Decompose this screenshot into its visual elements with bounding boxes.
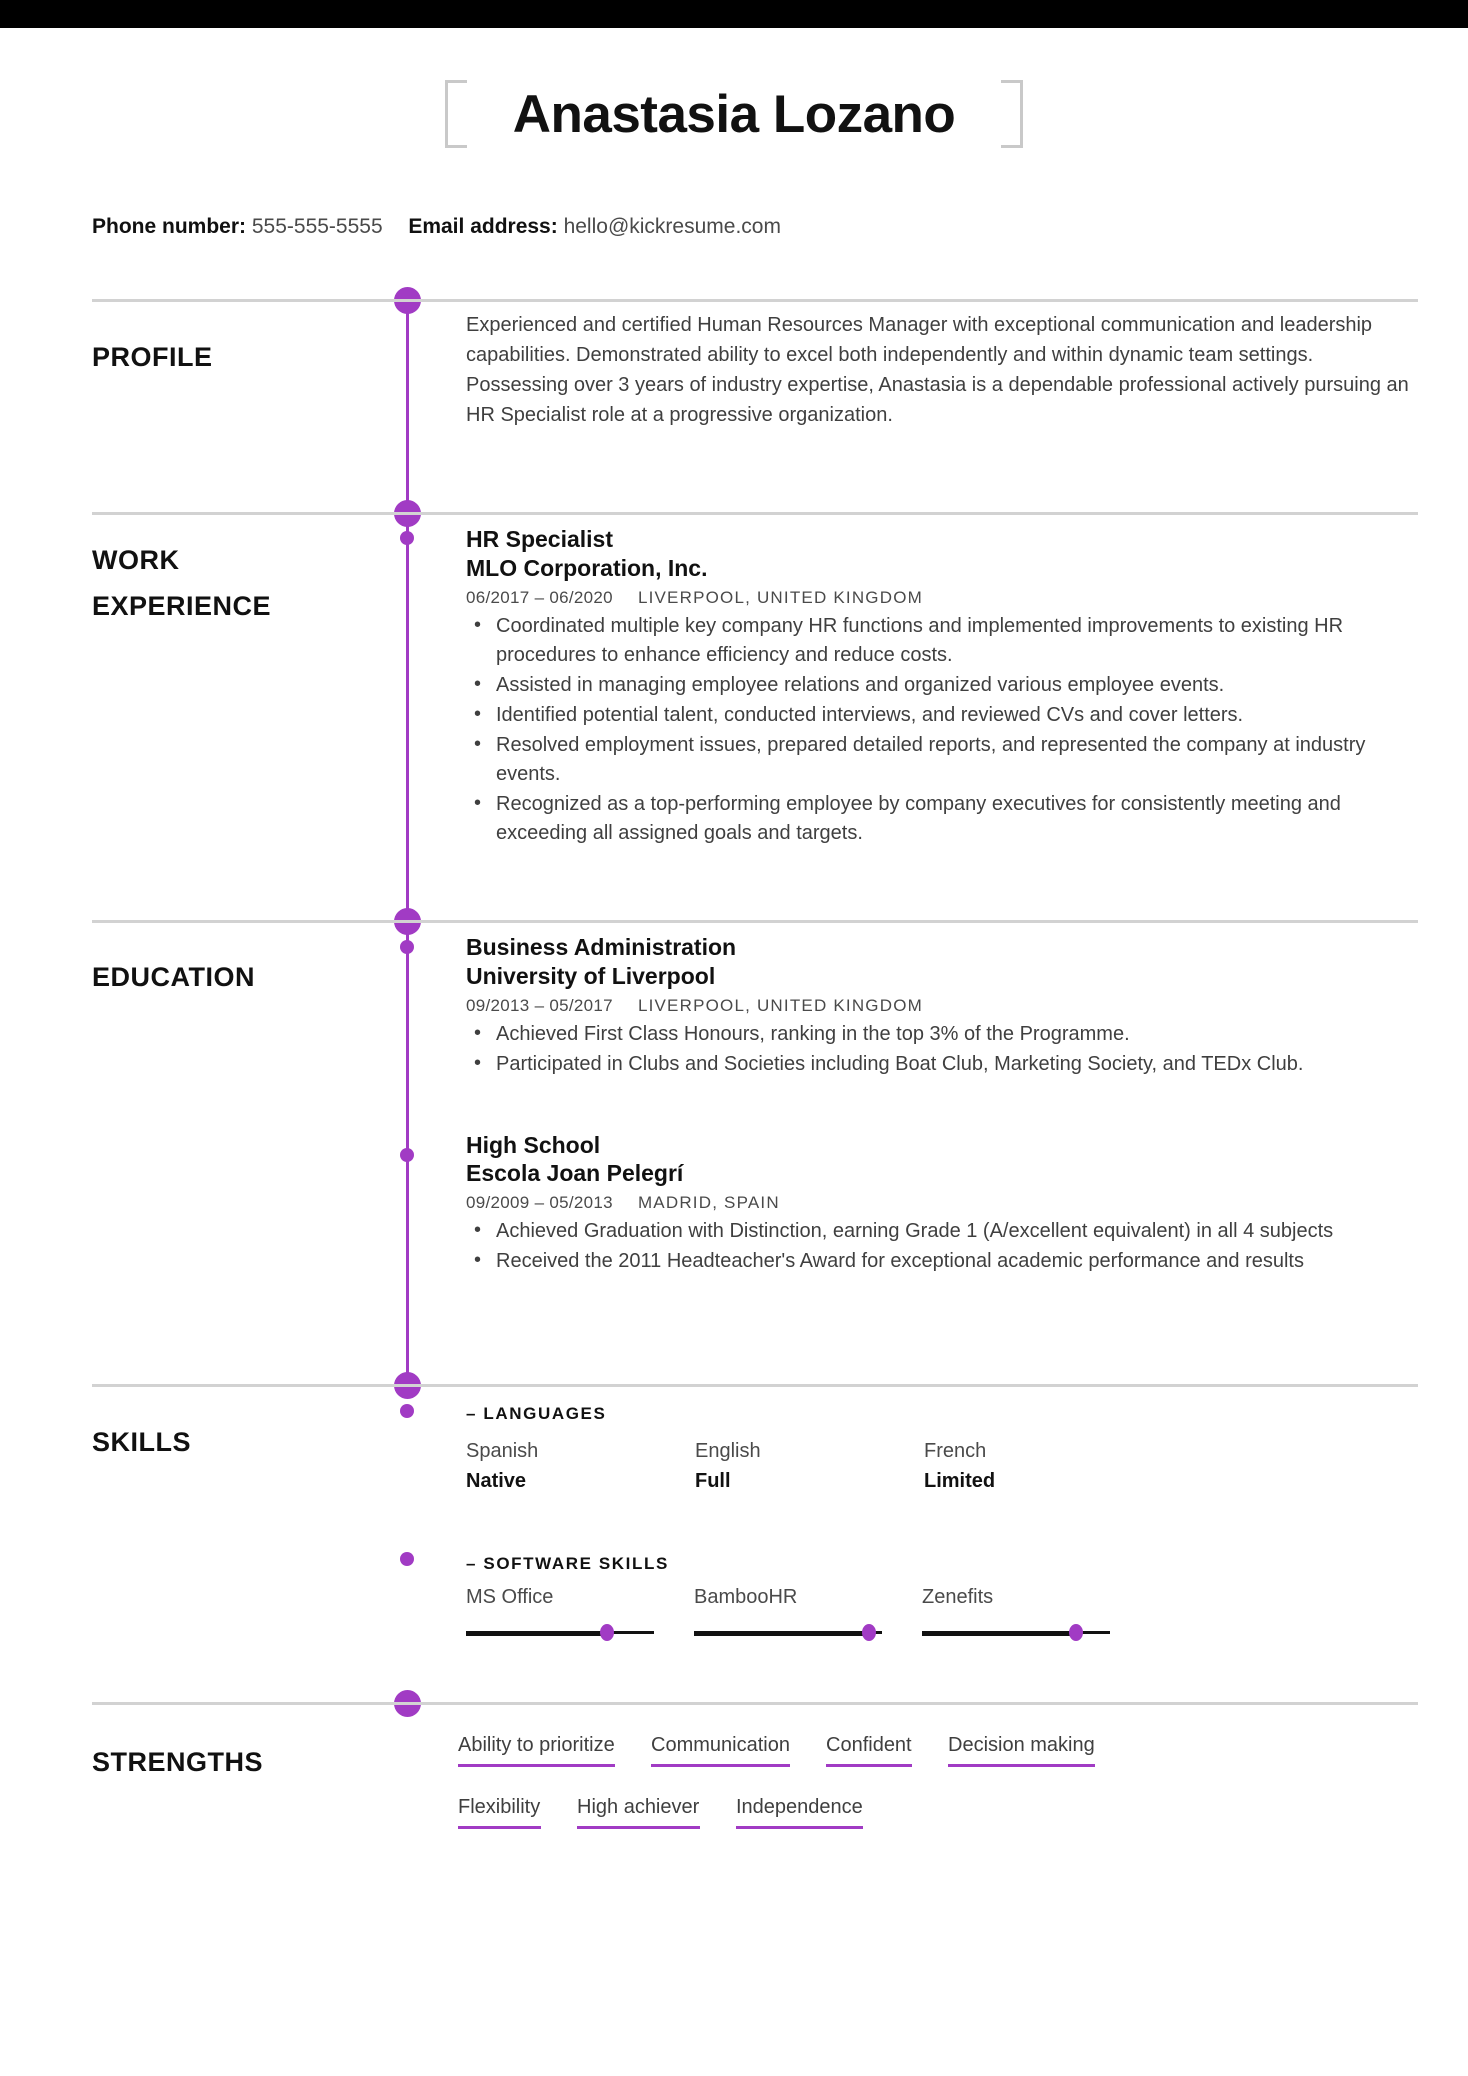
software-skill-bar-knob[interactable] <box>1069 1624 1083 1641</box>
strength-tag-label: Independence <box>736 1796 863 1818</box>
strength-tag-underline <box>577 1826 700 1829</box>
work-entry <box>466 525 1418 848</box>
section-label-work <box>92 538 372 630</box>
education-entry-title: High School <box>466 1131 601 1158</box>
strength-tag <box>826 1732 912 1767</box>
resume-header <box>0 28 1468 178</box>
software-skill-bar <box>466 1631 654 1634</box>
education-bullet: • Achieved Graduation with Distinction, earning Grade 1 (A/excellent equivalent) in all 4 subjects <box>466 1217 1418 1246</box>
section-body-skills <box>466 1404 1418 1634</box>
work-bullet: • Coordinated multiple key company HR functions and implemented improvements to existing HR procedures to enhance efficiency and reduce costs. <box>466 612 1418 670</box>
profile-text: Experienced and certified Human Resources Manager with exceptional communication and leadership capabilities. Demonstrated ability to excel both independently and within dynamic team settings. Possessing over 3 years of industry expertise, Anastasia is a dependable professional actively pursuing an HR Specialist role at a progressive organization. <box>466 314 1409 426</box>
timeline-dot-education-entry-1 <box>400 940 414 954</box>
software-subheading: – SOFTWARE SKILLS <box>466 1554 669 1573</box>
education-entry-location: MADRID, SPAIN <box>637 1193 780 1212</box>
timeline-dot-languages <box>400 1404 414 1418</box>
education-bullet: • Achieved First Class Honours, ranking in the top 3% of the Programme. <box>466 1020 1418 1049</box>
language-item <box>466 1436 694 1496</box>
software-skill-item <box>694 1586 922 1634</box>
section-label-work-line2: EXPERIENCE <box>92 590 272 621</box>
software-skill-bar <box>922 1631 1110 1634</box>
languages-subheading: – LANGUAGES <box>466 1404 607 1423</box>
software-skill-name: BambooHR <box>694 1586 798 1608</box>
work-entry-dates: 06/2017 – 06/2020 <box>466 587 613 607</box>
timeline-dot-software <box>400 1552 414 1566</box>
phone-label: Phone number: <box>92 215 247 238</box>
software-skill-bar-rest <box>607 1632 654 1633</box>
education-entry-org: Escola Joan Pelegrí <box>466 1160 684 1187</box>
work-entry-org: MLO Corporation, Inc. <box>466 554 708 581</box>
email-label: Email address: <box>408 215 558 238</box>
work-entry-meta <box>466 588 1418 608</box>
education-entry-dates: 09/2013 – 05/2017 <box>466 995 613 1015</box>
language-level: Native <box>466 1470 527 1492</box>
strength-tag-label: High achiever <box>577 1796 700 1818</box>
section-label-work-line1: WORK <box>92 545 180 575</box>
education-entry-meta <box>466 1193 1418 1213</box>
education-entry-title: Business Administration <box>466 934 737 960</box>
divider-profile <box>92 299 1418 302</box>
education-entry <box>466 1131 1418 1277</box>
software-skill-item <box>922 1586 1150 1634</box>
strength-tag <box>458 1732 615 1767</box>
language-name: English <box>695 1440 761 1462</box>
software-skill-name: Zenefits <box>922 1586 994 1608</box>
divider-education <box>92 920 1418 923</box>
phone-value: 555-555-5555 <box>251 215 383 238</box>
strength-tag <box>736 1794 863 1829</box>
software-grid <box>466 1586 1418 1634</box>
section-label-strengths: STRENGTHS <box>92 1747 264 1777</box>
contact-line <box>92 215 781 239</box>
language-item <box>924 1436 1152 1496</box>
work-entry-title: HR Specialist <box>466 526 613 552</box>
software-skill-bar-fill <box>466 1631 607 1636</box>
work-bullet: • Recognized as a top-performing employee by company executives for consistently meeting and exceeding all assigned goals and targets. <box>466 790 1418 848</box>
strength-tag-label: Ability to prioritize <box>458 1734 615 1756</box>
strength-tag-underline <box>826 1764 912 1767</box>
education-bullet: • Participated in Clubs and Societies including Boat Club, Marketing Society, and TEDx Club. <box>466 1050 1418 1079</box>
name-block <box>0 80 1468 148</box>
right-bracket-decoration <box>1001 80 1023 148</box>
section-body-work <box>466 525 1418 852</box>
divider-strengths <box>92 1702 1418 1705</box>
strength-tag-label: Decision making <box>948 1734 1095 1756</box>
section-label-education: EDUCATION <box>92 962 255 992</box>
divider-work <box>92 512 1418 515</box>
strength-tag-underline <box>948 1764 1095 1767</box>
languages-grid <box>466 1436 1418 1496</box>
education-entry-dates: 09/2009 – 05/2013 <box>466 1193 613 1212</box>
software-skill-bar-fill <box>922 1631 1076 1636</box>
timeline-dot-work-entry <box>400 531 414 545</box>
work-bullet: • Resolved employment issues, prepared detailed reports, and represented the company at industry events. <box>466 731 1418 789</box>
strength-tag-label: Flexibility <box>458 1796 541 1818</box>
education-entry-bullets <box>466 1217 1418 1276</box>
strength-tag <box>651 1732 790 1767</box>
software-skill-item <box>466 1586 694 1634</box>
strength-tag-underline <box>736 1826 863 1829</box>
software-skill-bar-fill <box>694 1631 869 1636</box>
email-value: hello@kickresume.com <box>563 215 781 238</box>
strength-tag-underline <box>651 1764 790 1767</box>
candidate-name: Anastasia Lozano <box>512 84 956 144</box>
section-label-skills: SKILLS <box>92 1427 192 1457</box>
language-item <box>695 1436 923 1496</box>
software-skill-name: MS Office <box>466 1586 554 1608</box>
software-skill-bar <box>694 1631 882 1634</box>
language-level: Limited <box>924 1470 996 1492</box>
strength-tag <box>458 1794 541 1829</box>
top-black-bar <box>0 0 1468 28</box>
section-label-profile: PROFILE <box>92 342 213 372</box>
divider-skills <box>92 1384 1418 1387</box>
strength-tag-label: Confident <box>826 1734 912 1756</box>
work-bullet: • Identified potential talent, conducted interviews, and reviewed CVs and cover letters. <box>466 701 1418 730</box>
strength-tag <box>577 1794 700 1829</box>
left-bracket-decoration <box>445 80 467 148</box>
work-bullet: • Assisted in managing employee relations and organized various employee events. <box>466 671 1418 700</box>
strength-tag-underline <box>458 1826 541 1829</box>
education-entry-location: LIVERPOOL, UNITED KINGDOM <box>637 995 923 1015</box>
language-level: Full <box>695 1470 731 1492</box>
strengths-tag-list <box>458 1732 1410 1856</box>
work-entry-bullets <box>466 612 1418 848</box>
language-name: Spanish <box>466 1440 539 1462</box>
section-body-education <box>466 933 1418 1280</box>
software-skill-bar-knob[interactable] <box>600 1624 614 1641</box>
strength-tag-label: Communication <box>651 1734 790 1756</box>
education-entry-org: University of Liverpool <box>466 962 716 989</box>
education-entry-meta <box>466 996 1418 1016</box>
section-body-strengths <box>458 1732 1410 1856</box>
education-entry-bullets <box>466 1020 1418 1079</box>
timeline-dot-education-entry-2 <box>400 1148 414 1162</box>
strength-tag <box>948 1732 1095 1767</box>
work-entry-location: LIVERPOOL, UNITED KINGDOM <box>637 587 923 607</box>
language-name: French <box>924 1440 987 1462</box>
education-entry <box>466 933 1418 1079</box>
education-bullet: • Received the 2011 Headteacher's Award for exceptional academic performance and results <box>466 1247 1418 1276</box>
timeline-spine <box>406 300 409 1385</box>
strength-tag-underline <box>458 1764 615 1767</box>
software-skill-bar-knob[interactable] <box>862 1624 876 1641</box>
section-body-profile <box>466 310 1418 430</box>
